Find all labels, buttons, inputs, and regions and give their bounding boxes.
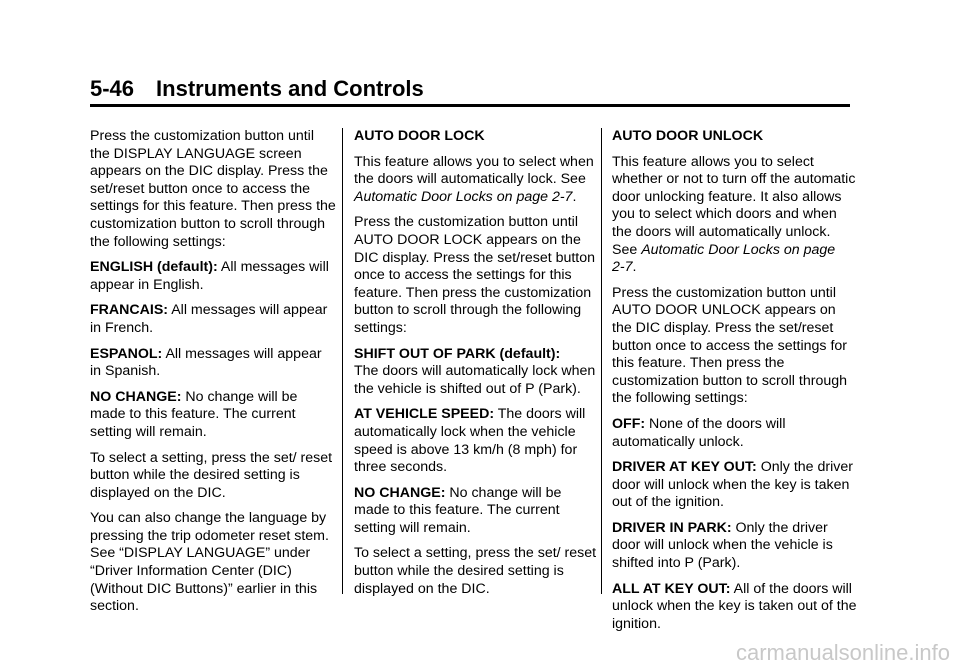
column-divider xyxy=(342,128,343,594)
option-text: Only the driver door will unlock when the key is taken out of the ignition. xyxy=(612,459,853,511)
option-text: All messages will appear in English. xyxy=(90,259,329,293)
option-off xyxy=(612,416,858,451)
option-label: FRANCAIS: xyxy=(90,302,169,319)
page-header xyxy=(90,76,850,102)
intro-paragraph: Press the customization button until the DISPLAY LANGUAGE screen appears on the DIC display. Press the set/reset button once to access the settings for this feature. Then press the customization button to scroll through the following settings: xyxy=(90,128,336,250)
option-label: AT VEHICLE SPEED: xyxy=(354,406,495,423)
option-text: All messages will appear in Spanish. xyxy=(90,345,322,380)
cross-reference-link[interactable]: Automatic Door Locks on page 2‑7 xyxy=(354,188,573,205)
change-language-paragraph: You can also change the language by pressing the trip odometer reset stem. See “DISPLAY LANGUAGE” under “Driver Information Center (DIC) (Without DIC Buttons)” earlier in this section. xyxy=(90,510,329,615)
option-no-change xyxy=(90,389,336,442)
heading-text: AUTO DOOR LOCK xyxy=(354,128,485,144)
option-francais xyxy=(90,302,336,337)
option-shift-out-of-park xyxy=(354,346,600,399)
column-2 xyxy=(354,128,600,606)
option-driver-at-key-out xyxy=(612,459,858,512)
auto-door-unlock-instructions: Press the customization button until AUTO DOOR UNLOCK appears on the DIC display. Press the set/reset button once to access the settings for this feature. Then press the customization button to scroll through the following settings: xyxy=(612,284,848,407)
option-label: DRIVER IN PARK: xyxy=(612,519,732,536)
option-label: DRIVER AT KEY OUT: xyxy=(612,459,757,476)
intro-text: This feature allows you to select when the doors will automatically lock. See xyxy=(354,153,594,188)
option-label: ALL AT KEY OUT: xyxy=(612,580,731,597)
option-no-change xyxy=(354,485,600,538)
option-text: The doors will automatically lock when the vehicle is shifted out of P (Park). xyxy=(354,363,596,397)
watermark: carmanualsonline.info xyxy=(735,640,950,665)
option-text: Only the driver door will unlock when the vehicle is shifted into P (Park). xyxy=(612,519,833,572)
option-text: All of the doors will unlock when the key is taken out of the ignition. xyxy=(612,580,857,632)
option-text: No change will be made to this feature. The current setting will remain. xyxy=(354,484,562,536)
auto-door-lock-heading xyxy=(354,128,600,146)
option-label: SHIFT OUT OF PARK (default): xyxy=(354,345,561,362)
column-1 xyxy=(90,128,336,624)
intro-text: This feature allows you to select whether or not to turn off the automatic door unlocking feature. It also allows you to select which doors and when the doors will automatically unlock. See xyxy=(612,153,856,258)
option-driver-in-park xyxy=(612,520,858,573)
page-number: 5-46 xyxy=(90,76,135,101)
column-3 xyxy=(612,128,858,641)
cross-reference-link[interactable]: Automatic Door Locks on page 2‑7 xyxy=(612,241,836,276)
intro-end: . xyxy=(632,259,637,276)
option-label: OFF: xyxy=(612,415,646,432)
select-setting-paragraph: To select a setting, press the set/ reset button while the desired setting is displayed on the DIC. xyxy=(354,545,597,597)
header-rule xyxy=(90,104,850,107)
option-label: NO CHANGE: xyxy=(354,484,446,501)
option-text: None of the doors will automatically unlock. xyxy=(612,415,786,450)
option-text: All messages will appear in French. xyxy=(90,302,328,336)
section-title: Instruments and Controls xyxy=(156,76,424,101)
option-at-vehicle-speed xyxy=(354,406,600,476)
column-divider xyxy=(601,128,602,594)
option-english xyxy=(90,259,336,294)
option-espanol xyxy=(90,346,336,381)
heading-text: AUTO DOOR UNLOCK xyxy=(612,128,764,144)
auto-door-unlock-intro xyxy=(612,154,858,277)
option-text: The doors will automatically lock when the vehicle speed is above 13 km/h (8 mph) for three seconds. xyxy=(354,406,586,476)
auto-door-unlock-heading xyxy=(612,128,858,146)
option-label: NO CHANGE: xyxy=(90,388,182,405)
select-setting-paragraph: To select a setting, press the set/ reset button while the desired setting is displayed on the DIC. xyxy=(90,449,333,501)
option-all-at-key-out xyxy=(612,581,858,634)
option-label: ENGLISH (default): xyxy=(90,259,218,276)
intro-end: . xyxy=(572,188,577,205)
auto-door-lock-intro xyxy=(354,154,600,207)
auto-door-lock-instructions: Press the customization button until AUTO DOOR LOCK appears on the DIC display. Press the set/reset button once to access the settings for this feature. Then press the customization button to scroll through the following settings: xyxy=(354,214,596,336)
option-text: No change will be made to this feature. The current setting will remain. xyxy=(90,388,298,440)
option-label: ESPANOL: xyxy=(90,345,163,362)
